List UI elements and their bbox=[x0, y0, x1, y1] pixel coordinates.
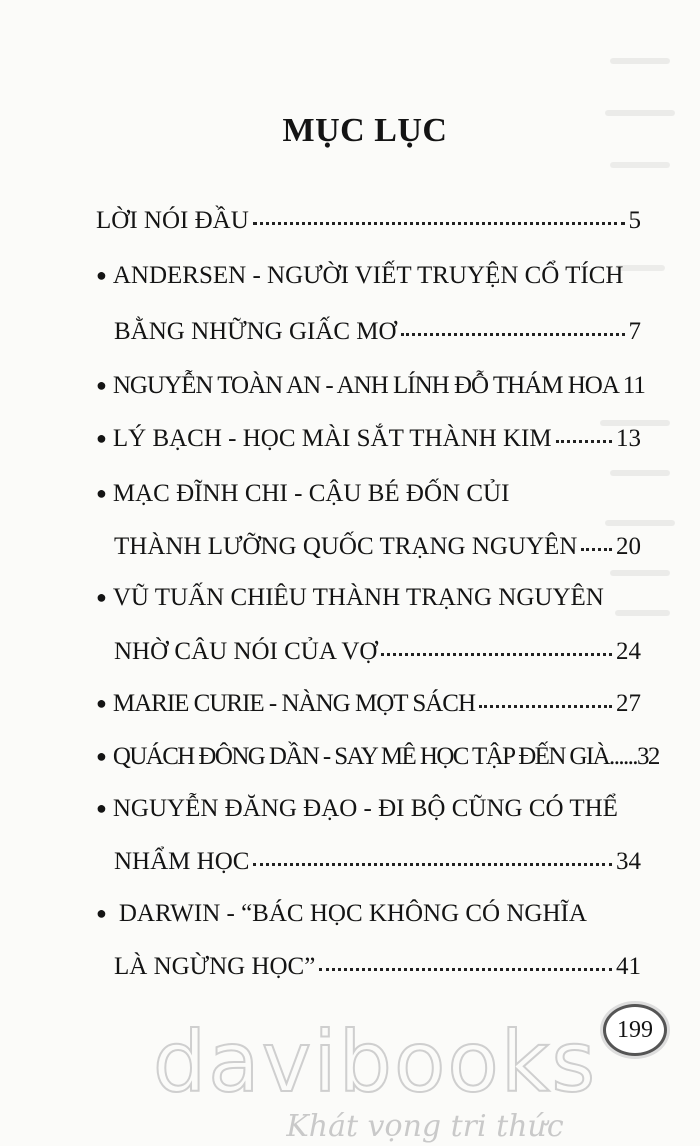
toc-entry-marie-curie[interactable] bbox=[96, 688, 641, 720]
toc-page-number: 34 bbox=[616, 848, 641, 875]
toc-entry-title: DARWIN - “BÁC HỌC KHÔNG CÓ NGHĨA bbox=[118, 900, 587, 927]
toc-entry-quach-dong-dan[interactable] bbox=[96, 741, 659, 773]
dot-leader bbox=[253, 863, 612, 866]
toc-page-number: 41 bbox=[616, 953, 641, 980]
toc-entry-preface[interactable] bbox=[96, 205, 641, 237]
toc-entry-title: NGUYỄN ĐĂNG ĐẠO - ĐI BỘ CŨNG CÓ THỂ bbox=[112, 795, 618, 822]
page-number: 199 bbox=[617, 1016, 653, 1043]
dot-leader bbox=[319, 968, 612, 971]
toc-entry-title-continued: LÀ NGỪNG HỌC” bbox=[114, 953, 316, 980]
bullet-icon: ● bbox=[96, 265, 107, 285]
toc-entry-title: MẠC ĐĨNH CHI - CẬU BÉ ĐỐN CỦI bbox=[112, 480, 510, 507]
toc-entry-darwin[interactable] bbox=[96, 898, 641, 994]
bullet-icon: ● bbox=[96, 375, 107, 395]
toc-entry-title: MARIE CURIE - NÀNG MỌT SÁCH bbox=[112, 690, 476, 717]
bullet-icon: ● bbox=[96, 798, 107, 818]
bullet-icon: ● bbox=[96, 428, 107, 448]
toc-entry-title: LỜI NÓI ĐẦU bbox=[96, 207, 249, 234]
toc-entry-title: VŨ TUẤN CHIÊU THÀNH TRẠNG NGUYÊN bbox=[112, 584, 604, 611]
toc-entry-andersen[interactable] bbox=[96, 260, 641, 356]
watermark-tagline: Khát vọng tri thức bbox=[286, 1109, 564, 1144]
toc-entry-title: LÝ BẠCH - HỌC MÀI SẮT THÀNH KIM bbox=[112, 425, 552, 452]
dot-leader bbox=[556, 440, 612, 443]
toc-entry-title: QUÁCH ĐÔNG DẦN - SAY MÊ HỌC TẬP ĐẾN GIÀ......32 bbox=[112, 743, 659, 770]
toc-page-number: 27 bbox=[616, 690, 641, 717]
toc-entry-title: NGUYỄN TOÀN AN - ANH LÍNH ĐỖ THÁM HOA 11 bbox=[112, 372, 645, 399]
dot-leader bbox=[381, 653, 612, 656]
dot-leader bbox=[581, 548, 612, 551]
bullet-icon: ● bbox=[96, 693, 107, 713]
watermark-logo: davibooks bbox=[152, 1013, 598, 1111]
bullet-icon: ● bbox=[96, 587, 107, 607]
dot-leader bbox=[479, 705, 612, 708]
toc-page-number: 20 bbox=[616, 533, 641, 560]
bullet-icon: ● bbox=[96, 746, 107, 766]
toc-entry-title-continued: NHẨM HỌC bbox=[114, 848, 250, 875]
dot-leader bbox=[253, 222, 625, 225]
toc-page-number: 13 bbox=[616, 425, 641, 452]
dot-leader bbox=[401, 333, 625, 336]
page-title: MỤC LỤC bbox=[282, 112, 448, 149]
toc-entry-title: ANDERSEN - NGƯỜI VIẾT TRUYỆN CỔ TÍCH bbox=[112, 262, 624, 289]
toc-entry-vu-tuan-chieu[interactable] bbox=[96, 582, 641, 678]
toc-entry-nguyen-dang-dao[interactable] bbox=[96, 793, 641, 889]
toc-page-number: 7 bbox=[628, 318, 641, 345]
toc-entry-ly-bach[interactable] bbox=[96, 423, 641, 455]
toc-entry-title-continued: NHỜ CÂU NÓI CỦA VỢ bbox=[114, 638, 378, 665]
toc-entry-title-continued: THÀNH LƯỠNG QUỐC TRẠNG NGUYÊN bbox=[114, 533, 578, 560]
page-number-badge bbox=[603, 1004, 667, 1056]
toc-page-number: 5 bbox=[628, 207, 641, 234]
toc-entry-mac-dinh-chi[interactable] bbox=[96, 478, 641, 574]
toc-entry-title-continued: BẰNG NHỮNG GIẤC MƠ bbox=[114, 318, 397, 345]
bullet-icon: ● bbox=[96, 483, 107, 503]
bullet-icon: ● bbox=[96, 903, 107, 923]
toc-page-number: 24 bbox=[616, 638, 641, 665]
toc-entry-nguyen-toan-an[interactable] bbox=[96, 370, 645, 402]
